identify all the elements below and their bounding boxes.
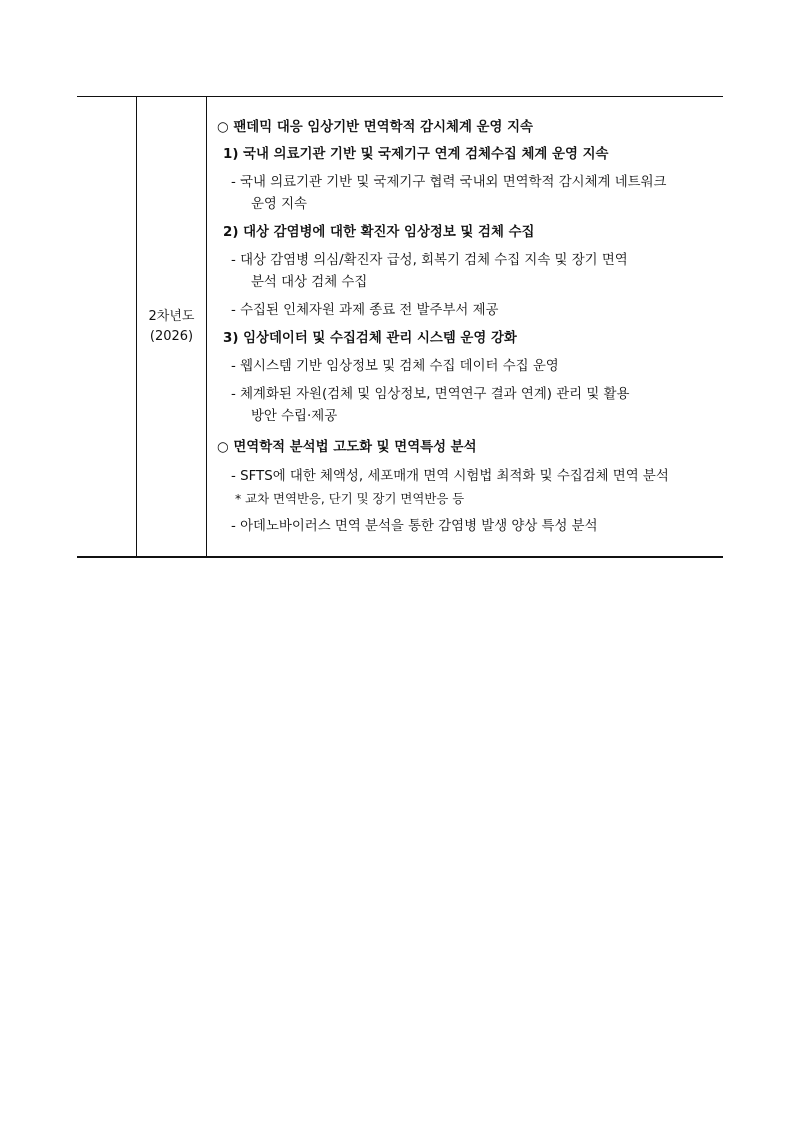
detail-2c: - 수집된 인체자원 과제 종료 전 발주부서 제공 (231, 303, 499, 318)
detail-4c: - 아데노바이러스 면역 분석을 통한 감염병 발생 양상 특성 분석 (231, 519, 598, 534)
heading-2: ○ 면역학적 분석법 고도화 및 면역특성 분석 (217, 440, 477, 455)
detail-3a: - 웹시스템 기반 임상정보 및 검체 수집 데이터 수집 운영 (231, 359, 559, 374)
subheading-2: 2) 대상 감염병에 대한 확진자 임상정보 및 검체 수집 (223, 225, 535, 240)
year-sub: (2026) (149, 328, 194, 344)
detail-2a: - 대상 감염병 의심/확진자 급성, 회복기 검체 수집 지속 및 장기 면역 (231, 253, 628, 268)
detail-1b: 운영 지속 (251, 197, 307, 212)
subheading-1: 1) 국내 의료기관 기반 및 국제기구 연계 검체수집 체계 운영 지속 (223, 147, 609, 162)
detail-4a: - SFTS에 대한 체액성, 세포매개 면역 시험법 최적화 및 수집검체 면역 분석 (231, 469, 669, 484)
plan-table (77, 96, 723, 558)
detail-3b: - 체계화된 자원(검체 및 임상정보, 면역연구 결과 연계) 관리 및 활용 (231, 387, 630, 402)
subheading-3: 3) 임상데이터 및 수집검체 관리 시스템 운영 강화 (223, 331, 517, 346)
year-cell (137, 97, 206, 556)
heading-1: ○ 팬데믹 대응 임상기반 면역학적 감시체계 운영 지속 (217, 120, 533, 135)
detail-2b: 분석 대상 검체 수집 (251, 275, 368, 290)
detail-1a: - 국내 의료기관 기반 및 국제기구 협력 국내외 면역학적 감시체계 네트워크 (231, 175, 667, 190)
column-divider-2 (206, 97, 207, 556)
year-label: 2차년도 (148, 308, 195, 324)
detail-3c: 방안 수립·제공 (251, 409, 338, 424)
note-4b: * 교차 면역반응, 단기 및 장기 면역반응 등 (235, 491, 465, 506)
